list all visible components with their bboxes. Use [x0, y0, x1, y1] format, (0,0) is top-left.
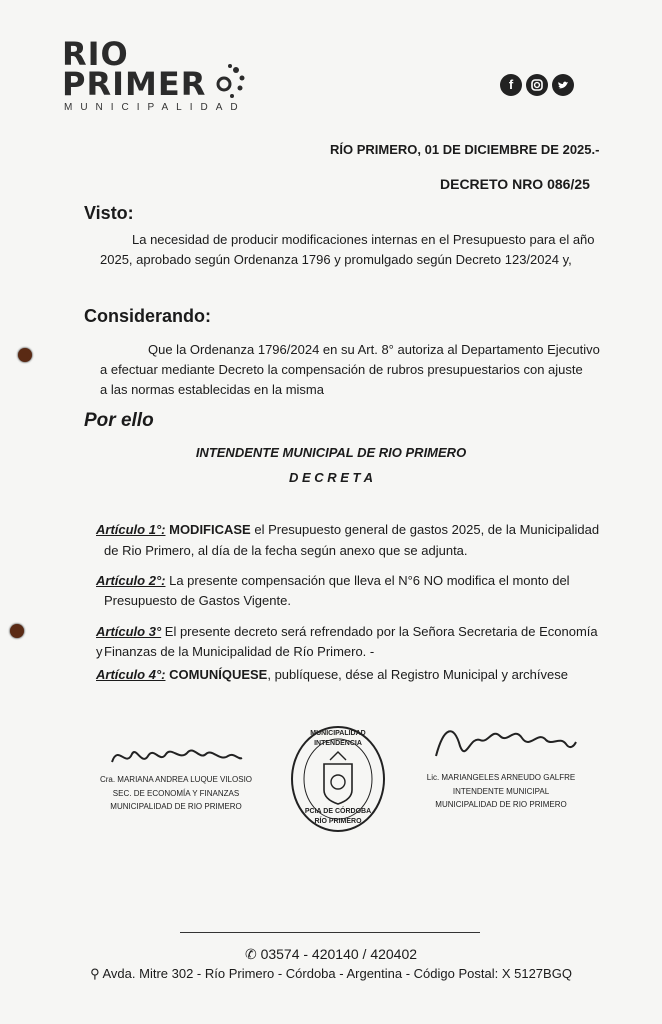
location-pin-icon: ⚲ [90, 966, 100, 981]
article-1-label: Artículo 1°: [96, 522, 166, 537]
address-text: Avda. Mitre 302 - Río Primero - Córdoba - Argentina - Código Postal: X 5127BGQ [102, 966, 572, 981]
seal-bottom-text: PCIA DE CÓRDOBA [304, 808, 372, 815]
footer-divider [180, 932, 480, 933]
considerando-line-2: a efectuar mediante Decreto la compensación de rubros presupuestarios con ajuste [100, 362, 583, 377]
article-2-label: Artículo 2°: [96, 573, 166, 588]
footer-address [0, 966, 662, 982]
instagram-icon [526, 74, 548, 96]
phone-text: 03574 - 420140 / 420402 [260, 946, 418, 962]
right-sig-role: INTENDENTE MUNICIPAL [452, 787, 550, 796]
visto-line-2: 2025, aprobado según Ordenanza 1796 y promulgado según Decreto 123/2024 y, [100, 252, 572, 267]
article-4-label: Artículo 4°: [96, 667, 166, 682]
considerando-heading: Considerando: [84, 306, 212, 326]
left-signature-scribble [108, 738, 248, 774]
article-1-line-2: de Rio Primero, al día de la fecha según anexo que se adjunta. [104, 543, 468, 558]
por-ello-heading: Por ello [84, 410, 154, 431]
logo-rio: RIO [62, 35, 129, 73]
sun-logo-icon [212, 60, 250, 100]
article-1 [96, 520, 599, 540]
punch-hole-bottom [10, 624, 24, 638]
punch-hole-top [18, 348, 32, 362]
visto-heading: Visto: [84, 203, 134, 223]
article-4 [96, 665, 568, 685]
left-sig-role: SEC. DE ECONOMÍA Y FINANZAS [112, 789, 240, 798]
article-2-line-2: Presupuesto de Gastos Vigente. [104, 593, 291, 608]
seal-top-text: MUNICIPALIDAD [310, 730, 366, 737]
article-1-text: el Presupuesto general de gastos 2025, de la Municipalidad [250, 522, 600, 537]
left-sig-org: MUNICIPALIDAD DE RIO PRIMERO [110, 802, 242, 811]
visto-line-1: La necesidad de producir modificaciones internas en el Presupuesto para el año [132, 232, 595, 247]
logo-municipalidad: MUNICIPALIDAD [64, 102, 246, 113]
seal-mid-text: INTENDENCIA [314, 740, 362, 747]
right-sig-org: MUNICIPALIDAD DE RIO PRIMERO [435, 800, 567, 809]
facebook-icon: f [500, 74, 522, 96]
right-sig-name: Lic. MARIANGELES ARNEUDO GALFRE [426, 773, 576, 782]
date-line: RÍO PRIMERO, 01 DE DICIEMBRE DE 2025.- [330, 142, 600, 157]
decree-number: DECRETO NRO 086/25 [440, 176, 590, 192]
considerando-line-3: a las normas establecidas en la misma [100, 382, 324, 397]
twitter-icon [552, 74, 574, 96]
article-3-text: El presente decreto será refrendado por la Señora Secretaria de Economía y [96, 624, 598, 659]
footer-phone [0, 946, 662, 963]
article-2-text: La presente compensación que lleva el N°6 NO modifica el monto del [165, 573, 570, 588]
decreta-title: D E C R E T A [288, 470, 374, 485]
left-sig-name: Cra. MARIANA ANDREA LUQUE VILOSIO [99, 775, 253, 784]
article-4-text: , publíquese, dése al Registro Municipal y archívese [267, 667, 568, 682]
article-4-bold: COMUNÍQUESE [169, 667, 268, 682]
article-3-label: Artículo 3° [96, 624, 162, 639]
article-2 [96, 571, 596, 591]
seal-bottom2-text: RÍO PRIMERO [314, 818, 362, 825]
considerando-line-1: Que la Ordenanza 1796/2024 en su Art. 8° autoriza al Departamento Ejecutivo [148, 342, 600, 357]
right-signature-scribble [430, 716, 580, 770]
phone-icon: ✆ [244, 946, 257, 962]
article-3-line-2: Finanzas de la Municipalidad de Río Primero. - [104, 644, 375, 659]
logo-primer: PRIMER [62, 65, 207, 103]
article-1-bold: MODIFICASE [169, 522, 251, 537]
intendente-title: INTENDENTE MUNICIPAL DE RIO PRIMERO [195, 445, 467, 460]
